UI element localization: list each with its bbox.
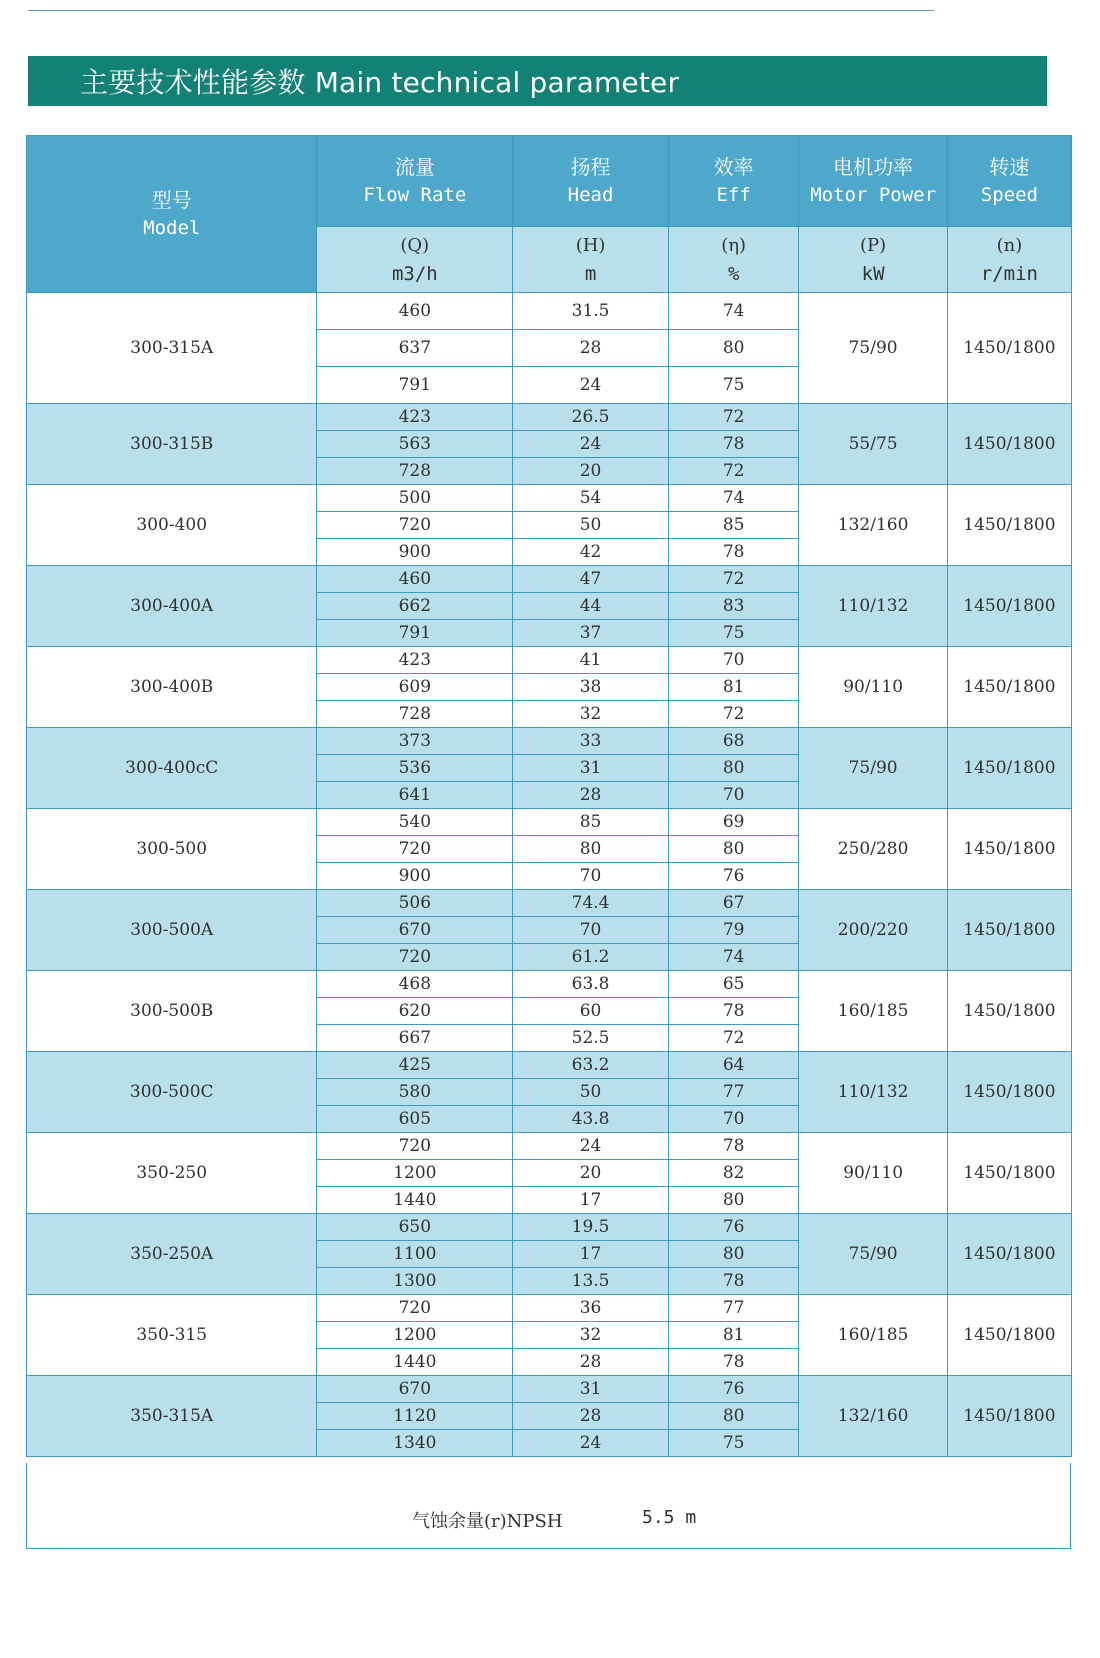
head-cell: 43.8 (513, 1106, 669, 1133)
eff-cell: 81 (668, 1322, 798, 1349)
flow-cell: 563 (317, 431, 513, 458)
eff-cell: 81 (668, 674, 798, 701)
speed-cell: 1450/1800 (947, 809, 1071, 890)
head-cell: 38 (513, 674, 669, 701)
model-group (27, 890, 1072, 971)
flow-cell: 423 (317, 647, 513, 674)
model-cell: 300-500 (27, 809, 317, 890)
table-row (27, 809, 1072, 836)
flow-cell: 1200 (317, 1160, 513, 1187)
eff-cell: 74 (668, 485, 798, 512)
head-cell: 80 (513, 836, 669, 863)
model-group (27, 728, 1072, 809)
header-power (799, 136, 947, 227)
power-cell: 75/90 (799, 1214, 947, 1295)
head-cell: 28 (513, 782, 669, 809)
speed-symbol: (n) (996, 234, 1023, 256)
model-group (27, 1295, 1072, 1376)
section-title: 主要技术性能参数 Main technical parameter (80, 66, 680, 99)
header-speed-unit (947, 227, 1071, 293)
model-cell: 350-315A (27, 1376, 317, 1457)
eff-cell: 70 (668, 782, 798, 809)
head-cell: 20 (513, 458, 669, 485)
eff-cell: 80 (668, 1187, 798, 1214)
head-cell: 28 (513, 330, 669, 367)
header-flow (317, 136, 513, 227)
header-head-en: Head (567, 184, 614, 206)
header-head (513, 136, 669, 227)
eff-cell: 85 (668, 512, 798, 539)
flow-cell: 1340 (317, 1430, 513, 1457)
header-flow-unit (317, 227, 513, 293)
eff-cell: 72 (668, 458, 798, 485)
eff-unit: % (727, 262, 740, 285)
flow-cell: 500 (317, 485, 513, 512)
flow-symbol: (Q) (400, 234, 430, 256)
model-group (27, 809, 1072, 890)
section-title-bar (28, 56, 1047, 106)
header-eff-en: Eff (716, 184, 751, 206)
model-cell: 300-400 (27, 485, 317, 566)
power-symbol: (P) (860, 234, 887, 256)
power-cell: 75/90 (799, 728, 947, 809)
head-cell: 50 (513, 512, 669, 539)
model-cell: 300-400A (27, 566, 317, 647)
eff-cell: 76 (668, 863, 798, 890)
head-cell: 74.4 (513, 890, 669, 917)
header-flow-cn: 流量 (394, 155, 435, 179)
head-cell: 24 (513, 367, 669, 404)
head-cell: 52.5 (513, 1025, 669, 1052)
table-row (27, 647, 1072, 674)
head-cell: 24 (513, 431, 669, 458)
table-row (27, 566, 1072, 593)
flow-cell: 1440 (317, 1187, 513, 1214)
flow-cell: 1440 (317, 1349, 513, 1376)
speed-cell: 1450/1800 (947, 485, 1071, 566)
flow-cell: 605 (317, 1106, 513, 1133)
eff-cell: 76 (668, 1376, 798, 1403)
model-cell: 300-400B (27, 647, 317, 728)
flow-cell: 609 (317, 674, 513, 701)
flow-cell: 373 (317, 728, 513, 755)
header-power-en: Motor Power (810, 184, 937, 206)
model-group (27, 1133, 1072, 1214)
eff-cell: 77 (668, 1079, 798, 1106)
model-group (27, 1376, 1072, 1457)
speed-cell: 1450/1800 (947, 1214, 1071, 1295)
eff-cell: 80 (668, 836, 798, 863)
flow-cell: 540 (317, 809, 513, 836)
speed-cell: 1450/1800 (947, 293, 1071, 404)
power-cell: 250/280 (799, 809, 947, 890)
power-cell: 90/110 (799, 647, 947, 728)
head-cell: 41 (513, 647, 669, 674)
table-row (27, 728, 1072, 755)
head-cell: 37 (513, 620, 669, 647)
header-eff-unit (668, 227, 798, 293)
head-cell: 36 (513, 1295, 669, 1322)
head-cell: 63.8 (513, 971, 669, 998)
head-cell: 33 (513, 728, 669, 755)
power-cell: 110/132 (799, 1052, 947, 1133)
flow-cell: 667 (317, 1025, 513, 1052)
eff-cell: 67 (668, 890, 798, 917)
model-cell: 300-400cC (27, 728, 317, 809)
head-cell: 13.5 (513, 1268, 669, 1295)
power-cell: 75/90 (799, 293, 947, 404)
flow-cell: 1200 (317, 1322, 513, 1349)
flow-cell: 728 (317, 458, 513, 485)
head-cell: 24 (513, 1133, 669, 1160)
model-cell: 300-315B (27, 404, 317, 485)
flow-cell: 791 (317, 367, 513, 404)
eff-cell: 75 (668, 1430, 798, 1457)
speed-cell: 1450/1800 (947, 1133, 1071, 1214)
eff-cell: 75 (668, 367, 798, 404)
head-cell: 31 (513, 1376, 669, 1403)
flow-cell: 536 (317, 755, 513, 782)
header-head-cn: 扬程 (570, 155, 611, 179)
flow-cell: 1120 (317, 1403, 513, 1430)
eff-cell: 76 (668, 1214, 798, 1241)
header-eff (668, 136, 798, 227)
head-cell: 20 (513, 1160, 669, 1187)
power-cell: 55/75 (799, 404, 947, 485)
flow-cell: 1100 (317, 1241, 513, 1268)
eff-cell: 80 (668, 1403, 798, 1430)
head-symbol: (H) (575, 234, 606, 256)
speed-unit: r/min (980, 262, 1038, 285)
eff-cell: 83 (668, 593, 798, 620)
power-cell: 160/185 (799, 1295, 947, 1376)
flow-cell: 720 (317, 836, 513, 863)
head-cell: 17 (513, 1241, 669, 1268)
speed-cell: 1450/1800 (947, 728, 1071, 809)
eff-cell: 82 (668, 1160, 798, 1187)
eff-cell: 69 (668, 809, 798, 836)
power-cell: 132/160 (799, 1376, 947, 1457)
model-cell: 350-315 (27, 1295, 317, 1376)
table-row (27, 1295, 1072, 1322)
eff-cell: 70 (668, 1106, 798, 1133)
parameter-table (26, 135, 1072, 1457)
header-speed-cn: 转速 (989, 155, 1030, 179)
flow-unit: m3/h (391, 262, 438, 285)
flow-cell: 506 (317, 890, 513, 917)
flow-cell: 720 (317, 512, 513, 539)
head-cell: 47 (513, 566, 669, 593)
flow-cell: 728 (317, 701, 513, 728)
eff-cell: 74 (668, 293, 798, 330)
head-cell: 70 (513, 917, 669, 944)
power-cell: 200/220 (799, 890, 947, 971)
flow-cell: 620 (317, 998, 513, 1025)
flow-cell: 900 (317, 863, 513, 890)
head-cell: 28 (513, 1403, 669, 1430)
speed-cell: 1450/1800 (947, 404, 1071, 485)
header-eff-cn: 效率 (713, 155, 754, 179)
eff-cell: 77 (668, 1295, 798, 1322)
speed-cell: 1450/1800 (947, 971, 1071, 1052)
eff-cell: 64 (668, 1052, 798, 1079)
power-cell: 132/160 (799, 485, 947, 566)
head-cell: 31.5 (513, 293, 669, 330)
model-cell: 300-500A (27, 890, 317, 971)
flow-cell: 900 (317, 539, 513, 566)
speed-cell: 1450/1800 (947, 647, 1071, 728)
model-cell: 300-315A (27, 293, 317, 404)
eff-cell: 78 (668, 998, 798, 1025)
flow-cell: 468 (317, 971, 513, 998)
model-cell: 300-500B (27, 971, 317, 1052)
header-power-unit (799, 227, 947, 293)
flow-cell: 650 (317, 1214, 513, 1241)
power-cell: 90/110 (799, 1133, 947, 1214)
head-cell: 54 (513, 485, 669, 512)
head-cell: 32 (513, 1322, 669, 1349)
table-row (27, 1214, 1072, 1241)
head-cell: 24 (513, 1430, 669, 1457)
flow-cell: 720 (317, 1133, 513, 1160)
model-group (27, 971, 1072, 1052)
flow-cell: 662 (317, 593, 513, 620)
eff-cell: 78 (668, 1349, 798, 1376)
eff-symbol: (η) (721, 234, 747, 256)
speed-cell: 1450/1800 (947, 566, 1071, 647)
table-row (27, 890, 1072, 917)
eff-cell: 78 (668, 1133, 798, 1160)
header-model-cn: 型号 (151, 188, 192, 212)
header-flow-en: Flow Rate (363, 184, 467, 206)
flow-cell: 423 (317, 404, 513, 431)
table-row (27, 1133, 1072, 1160)
flow-cell: 720 (317, 1295, 513, 1322)
flow-cell: 460 (317, 293, 513, 330)
top-divider-line (28, 10, 934, 11)
head-cell: 63.2 (513, 1052, 669, 1079)
power-unit: kW (861, 262, 885, 285)
eff-cell: 78 (668, 1268, 798, 1295)
eff-cell: 68 (668, 728, 798, 755)
flow-cell: 791 (317, 620, 513, 647)
head-cell: 85 (513, 809, 669, 836)
model-group (27, 566, 1072, 647)
table-row (27, 971, 1072, 998)
head-cell: 61.2 (513, 944, 669, 971)
speed-cell: 1450/1800 (947, 1376, 1071, 1457)
head-cell: 28 (513, 1349, 669, 1376)
eff-cell: 79 (668, 917, 798, 944)
eff-cell: 80 (668, 1241, 798, 1268)
flow-cell: 460 (317, 566, 513, 593)
head-cell: 42 (513, 539, 669, 566)
eff-cell: 78 (668, 431, 798, 458)
head-cell: 17 (513, 1187, 669, 1214)
head-cell: 50 (513, 1079, 669, 1106)
speed-cell: 1450/1800 (947, 1295, 1071, 1376)
model-cell: 300-500C (27, 1052, 317, 1133)
table-row (27, 1376, 1072, 1403)
table-row (27, 293, 1072, 330)
flow-cell: 1300 (317, 1268, 513, 1295)
model-group (27, 1052, 1072, 1133)
model-group (27, 293, 1072, 404)
head-cell: 44 (513, 593, 669, 620)
eff-cell: 75 (668, 620, 798, 647)
table-row (27, 1052, 1072, 1079)
header-model-en: Model (143, 217, 201, 239)
eff-cell: 70 (668, 647, 798, 674)
eff-cell: 78 (668, 539, 798, 566)
flow-cell: 580 (317, 1079, 513, 1106)
model-cell: 350-250A (27, 1214, 317, 1295)
head-cell: 26.5 (513, 404, 669, 431)
eff-cell: 74 (668, 944, 798, 971)
speed-cell: 1450/1800 (947, 890, 1071, 971)
model-group (27, 647, 1072, 728)
flow-cell: 670 (317, 917, 513, 944)
flow-cell: 425 (317, 1052, 513, 1079)
head-unit: m (584, 262, 597, 285)
power-cell: 160/185 (799, 971, 947, 1052)
flow-cell: 637 (317, 330, 513, 367)
npsh-value: 5.5 m (642, 1507, 697, 1528)
header-power-cn: 电机功率 (833, 155, 914, 179)
speed-cell: 1450/1800 (947, 1052, 1071, 1133)
eff-cell: 72 (668, 701, 798, 728)
flow-cell: 720 (317, 944, 513, 971)
header-speed-en: Speed (980, 184, 1038, 206)
eff-cell: 80 (668, 755, 798, 782)
header-model (27, 136, 317, 293)
eff-cell: 72 (668, 404, 798, 431)
model-group (27, 1214, 1072, 1295)
model-cell: 350-250 (27, 1133, 317, 1214)
header-speed (947, 136, 1071, 227)
flow-cell: 670 (317, 1376, 513, 1403)
eff-cell: 72 (668, 1025, 798, 1052)
table-row (27, 485, 1072, 512)
head-cell: 19.5 (513, 1214, 669, 1241)
head-cell: 32 (513, 701, 669, 728)
table-row (27, 404, 1072, 431)
head-cell: 31 (513, 755, 669, 782)
npsh-footer (26, 1463, 1071, 1549)
power-cell: 110/132 (799, 566, 947, 647)
eff-cell: 72 (668, 566, 798, 593)
npsh-label: 气蚀余量(r)NPSH (412, 1511, 563, 1532)
model-group (27, 404, 1072, 485)
flow-cell: 641 (317, 782, 513, 809)
eff-cell: 65 (668, 971, 798, 998)
head-cell: 70 (513, 863, 669, 890)
head-cell: 60 (513, 998, 669, 1025)
model-group (27, 485, 1072, 566)
header-head-unit (513, 227, 669, 293)
eff-cell: 80 (668, 330, 798, 367)
